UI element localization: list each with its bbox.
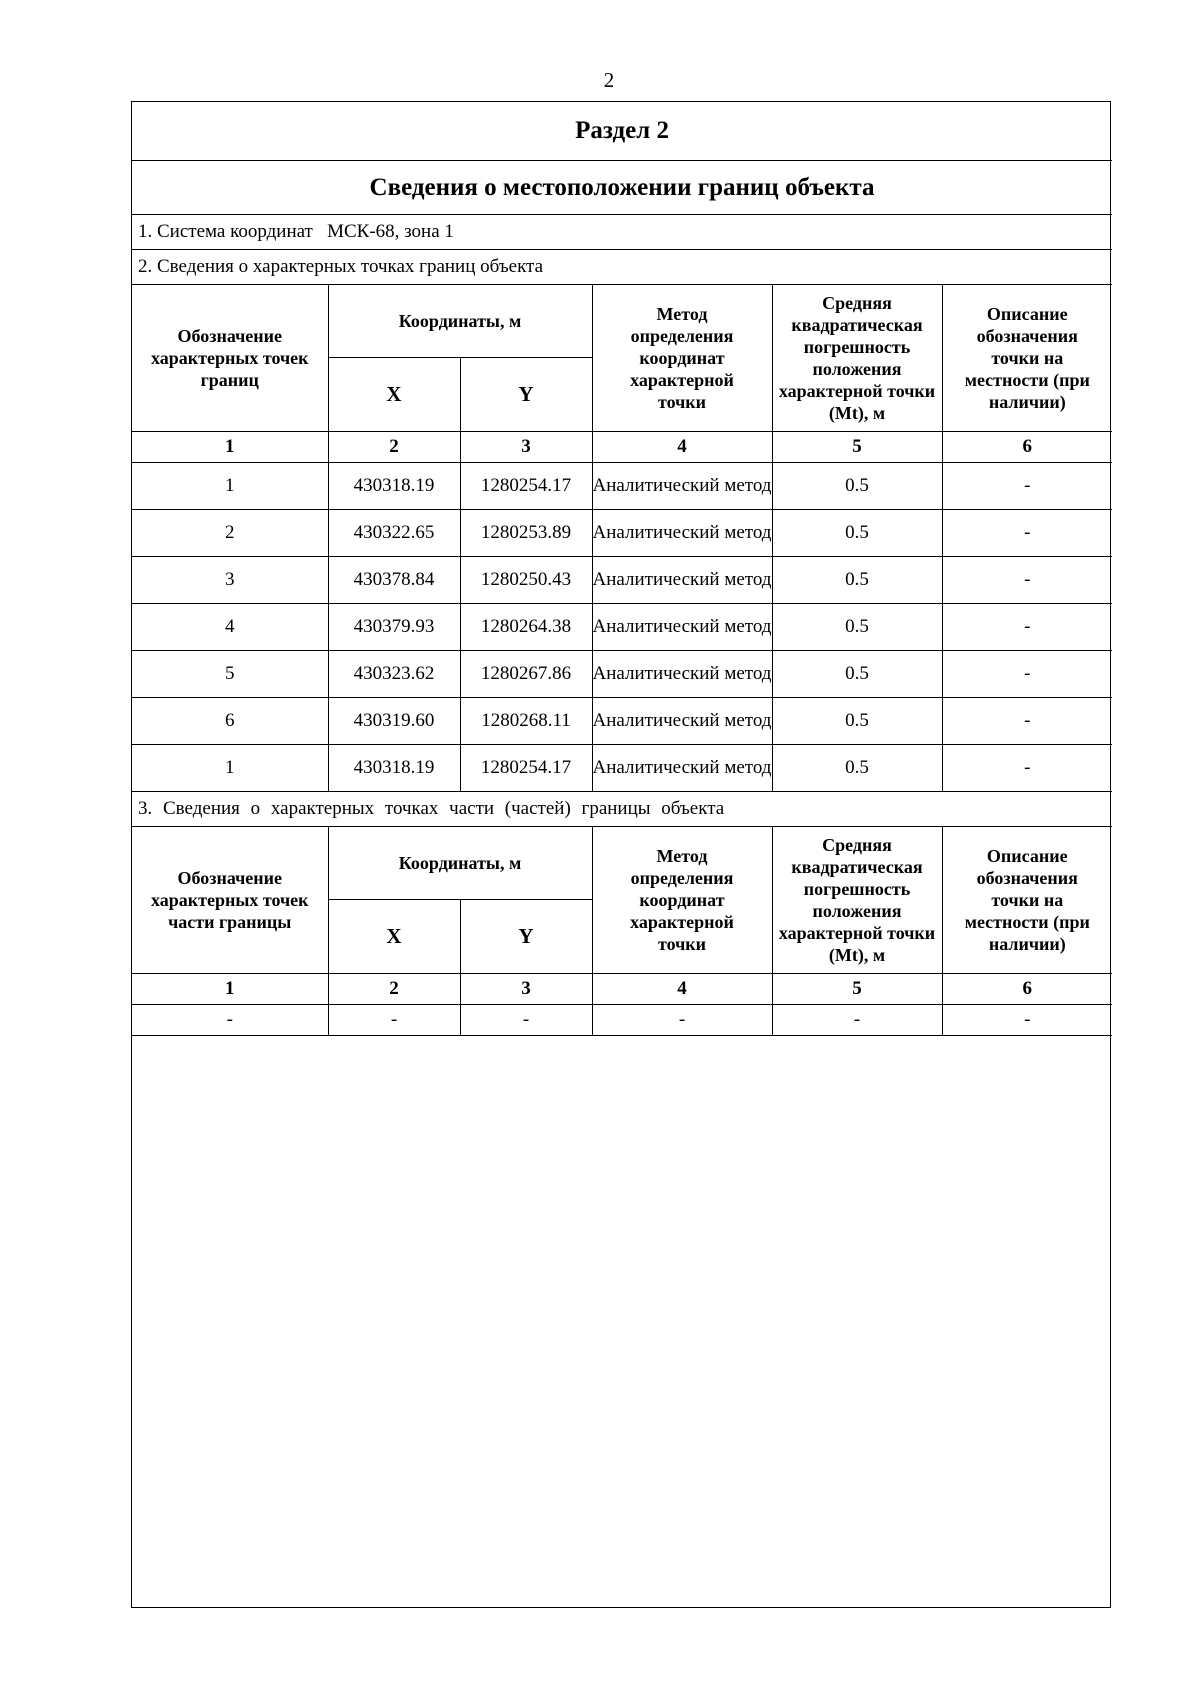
description-cell: - <box>942 463 1112 510</box>
column-number: 6 <box>942 974 1112 1005</box>
coordinate-system-line: 1. Система координат МСК-68, зона 1 <box>132 215 1112 250</box>
column-number: 4 <box>592 974 772 1005</box>
accuracy-cell: 0.5 <box>772 698 942 745</box>
column-number: 5 <box>772 432 942 463</box>
boundary-table <box>132 102 1112 1036</box>
header-point-designation: Обозначение характерных точек границ <box>132 285 328 432</box>
method-cell: Аналитический метод <box>592 698 772 745</box>
empty-cell: - <box>772 1005 942 1036</box>
section-subtitle: Сведения о местоположении границ объекта <box>132 161 1112 215</box>
header-y: Y <box>460 358 592 432</box>
section-sheet <box>131 101 1111 1608</box>
column-number: 6 <box>942 432 1112 463</box>
point-number: 2 <box>132 510 328 557</box>
method-cell: Аналитический метод <box>592 463 772 510</box>
coord-y: 1280254.17 <box>460 745 592 792</box>
coord-x: 430318.19 <box>328 463 460 510</box>
point-number: 1 <box>132 463 328 510</box>
header-x: X <box>328 358 460 432</box>
header-part-point-designation: Обозначение характерных точек части границы <box>132 827 328 974</box>
accuracy-cell: 0.5 <box>772 651 942 698</box>
empty-cell: - <box>132 1005 328 1036</box>
point-number: 4 <box>132 604 328 651</box>
header-description: Описание обозначения точки на местности (при наличии) <box>942 827 1112 974</box>
table1-caption: 2. Сведения о характерных точках границ объекта <box>132 250 1112 285</box>
table-row <box>132 745 1112 792</box>
empty-cell: - <box>328 1005 460 1036</box>
coord-y: 1280268.11 <box>460 698 592 745</box>
column-number: 4 <box>592 432 772 463</box>
header-method: Метод определения координат характерной точки <box>592 827 772 974</box>
description-cell: - <box>942 604 1112 651</box>
header-coordinates: Координаты, м <box>328 827 592 900</box>
coord-y: 1280253.89 <box>460 510 592 557</box>
header-method: Метод определения координат характерной точки <box>592 285 772 432</box>
table-row <box>132 1005 1112 1036</box>
empty-cell: - <box>460 1005 592 1036</box>
column-number: 1 <box>132 974 328 1005</box>
column-number: 2 <box>328 974 460 1005</box>
header-accuracy: Средняя квадратическая погрешность положения характерной точки (Mt), м <box>772 285 942 432</box>
accuracy-cell: 0.5 <box>772 604 942 651</box>
accuracy-cell: 0.5 <box>772 745 942 792</box>
accuracy-cell: 0.5 <box>772 510 942 557</box>
coord-x: 430318.19 <box>328 745 460 792</box>
method-cell: Аналитический метод <box>592 557 772 604</box>
method-cell: Аналитический метод <box>592 604 772 651</box>
table-row <box>132 463 1112 510</box>
empty-cell: - <box>592 1005 772 1036</box>
section-title: Раздел 2 <box>132 102 1112 161</box>
point-number: 1 <box>132 745 328 792</box>
column-number: 3 <box>460 974 592 1005</box>
column-number: 1 <box>132 432 328 463</box>
description-cell: - <box>942 510 1112 557</box>
table-row <box>132 604 1112 651</box>
table-row <box>132 698 1112 745</box>
table2-caption: 3. Сведения о характерных точках части (частей) границы объекта <box>132 792 1112 827</box>
table-row <box>132 651 1112 698</box>
coord-x: 430322.65 <box>328 510 460 557</box>
coord-y: 1280267.86 <box>460 651 592 698</box>
header-y: Y <box>460 900 592 974</box>
coord-x: 430323.62 <box>328 651 460 698</box>
coord-y: 1280250.43 <box>460 557 592 604</box>
empty-cell: - <box>942 1005 1112 1036</box>
header-x: X <box>328 900 460 974</box>
header-accuracy: Средняя квадратическая погрешность положения характерной точки (Mt), м <box>772 827 942 974</box>
column-number: 3 <box>460 432 592 463</box>
coord-y: 1280254.17 <box>460 463 592 510</box>
description-cell: - <box>942 651 1112 698</box>
table-row <box>132 510 1112 557</box>
accuracy-cell: 0.5 <box>772 463 942 510</box>
method-cell: Аналитический метод <box>592 651 772 698</box>
table2-column-numbers <box>132 974 1112 1005</box>
point-number: 5 <box>132 651 328 698</box>
coord-y: 1280264.38 <box>460 604 592 651</box>
table1-column-numbers <box>132 432 1112 463</box>
point-number: 6 <box>132 698 328 745</box>
header-description: Описание обозначения точки на местности (при наличии) <box>942 285 1112 432</box>
coord-x: 430319.60 <box>328 698 460 745</box>
coord-x: 430379.93 <box>328 604 460 651</box>
column-number: 2 <box>328 432 460 463</box>
header-coordinates: Координаты, м <box>328 285 592 358</box>
description-cell: - <box>942 745 1112 792</box>
page-number: 2 <box>603 68 615 92</box>
table-row <box>132 557 1112 604</box>
column-number: 5 <box>772 974 942 1005</box>
point-number: 3 <box>132 557 328 604</box>
accuracy-cell: 0.5 <box>772 557 942 604</box>
description-cell: - <box>942 698 1112 745</box>
coord-x: 430378.84 <box>328 557 460 604</box>
method-cell: Аналитический метод <box>592 510 772 557</box>
description-cell: - <box>942 557 1112 604</box>
method-cell: Аналитический метод <box>592 745 772 792</box>
